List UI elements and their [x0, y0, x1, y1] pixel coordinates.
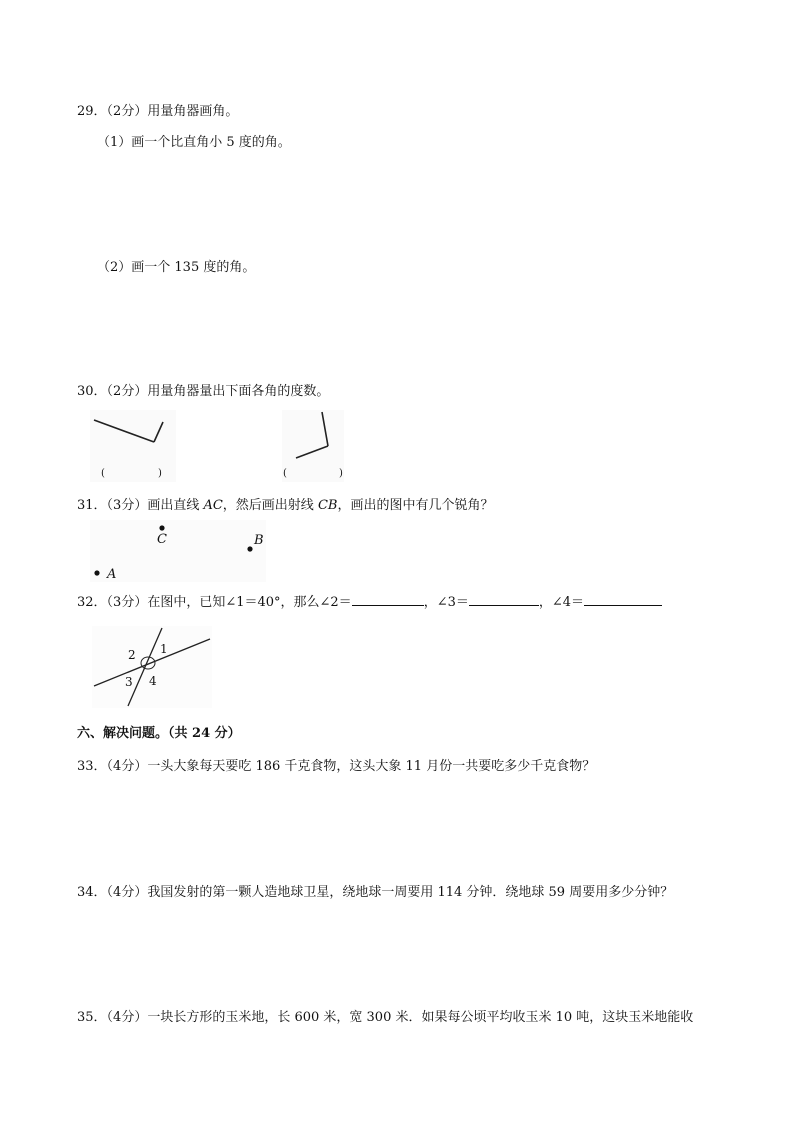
q31-figure: [90, 520, 266, 582]
q31-ac: AC: [203, 498, 223, 513]
q31-label-b: B: [254, 533, 264, 548]
q29-title: 29．（2分）用量角器画角。: [77, 104, 239, 119]
q32-label-3: 3: [125, 675, 133, 689]
q31-title: [77, 497, 493, 515]
q30-answer-left-close: ): [158, 468, 162, 479]
q33-text: 33．（4分）一头大象每天要吃 186 千克食物，这头大象 11 月份一共要吃多少千克食物？: [77, 759, 596, 774]
q31-title-prefix: 31．（3分）画出直线: [77, 498, 204, 513]
q32-title: [77, 592, 662, 612]
q32-label-2: 2: [128, 648, 136, 662]
q32-angle4-label: ，∠4＝: [538, 595, 585, 610]
q32-blank-angle3[interactable]: [469, 592, 539, 606]
q32-blank-angle2[interactable]: [352, 592, 424, 606]
q32-angle3-label: ，∠3＝: [423, 595, 469, 610]
q32-title-prefix: 32．（3分）在图中，已知∠1＝40°，那么∠2＝: [77, 595, 352, 610]
q32-blank-angle4[interactable]: [584, 592, 662, 606]
q31-point-c: [159, 525, 164, 530]
q30-answer-right-open: (: [283, 468, 287, 479]
q30-title: 30．（2分）用量角器量出下面各角的度数。: [77, 384, 330, 399]
section6-heading: 六、解决问题。（共 24 分）: [77, 726, 241, 741]
q30-answer-left-open: (: [101, 468, 105, 479]
q30-right-bg: [282, 410, 344, 482]
q34-text: 34．（4分）我国发射的第一颗人造地球卫星，绕地球一周要用 114 分钟．绕地球 59 周要用多少分钟？: [77, 885, 674, 900]
q31-label-c: C: [157, 532, 167, 547]
q29-sub2: （2）画一个 135 度的角。: [97, 260, 256, 275]
q31-title-mid: ，然后画出射线: [222, 498, 318, 513]
q31-cb: CB: [317, 498, 338, 513]
q31-label-a: A: [107, 567, 117, 582]
q31-title-suffix: ，画出的图中有几个锐角？: [337, 498, 494, 513]
q32-figure-bg: [92, 626, 212, 708]
q35-text: 35．（4分）一块长方形的玉米地，长 600 米，宽 300 米．如果每公顷平均收玉米 10 吨，这块玉米地能收: [77, 1010, 694, 1025]
q30-figure: [90, 410, 350, 482]
q31-point-b: [247, 546, 252, 551]
q32-figure: [92, 626, 212, 708]
q29-sub1: （1）画一个比直角小 5 度的角。: [97, 135, 291, 150]
q32-label-4: 4: [149, 674, 157, 688]
q31-point-a: [94, 570, 99, 575]
q32-label-1: 1: [160, 642, 168, 656]
q30-answer-right-close: ): [339, 468, 343, 479]
q31-figure-bg: [90, 520, 266, 582]
